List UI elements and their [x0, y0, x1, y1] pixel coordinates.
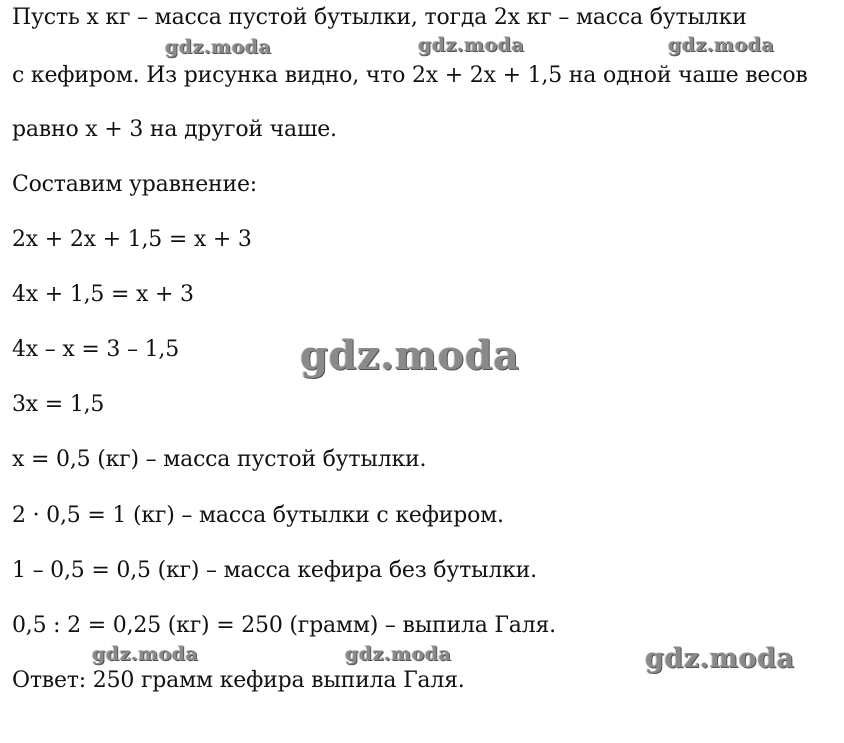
- text-line-4: Составим уравнение:: [12, 172, 258, 197]
- result-line-2: 2 · 0,5 = 1 (кг) – масса бутылки с кефиром.: [12, 503, 504, 528]
- text-line-1: Пусть x кг – масса пустой бутылки, тогда 2x кг – масса бутылки: [12, 5, 747, 30]
- watermark: gdz.moda: [645, 643, 795, 674]
- watermark: gdz.moda: [418, 34, 525, 56]
- watermark: gdz.moda: [92, 643, 199, 665]
- equation-line-4: 3x = 1,5: [12, 392, 105, 417]
- watermark: gdz.moda: [668, 34, 775, 56]
- equation-line-2: 4x + 1,5 = x + 3: [12, 282, 194, 307]
- result-line-1: x = 0,5 (кг) – масса пустой бутылки.: [12, 447, 427, 472]
- result-line-3: 1 – 0,5 = 0,5 (кг) – масса кефира без бутылки.: [12, 558, 537, 583]
- answer-line: Ответ: 250 грамм кефира выпила Галя.: [12, 668, 465, 693]
- equation-line-3: 4x – x = 3 – 1,5: [12, 337, 179, 362]
- watermark: gdz.moda: [345, 643, 452, 665]
- result-line-4: 0,5 : 2 = 0,25 (кг) = 250 (грамм) – выпила Галя.: [12, 613, 556, 638]
- watermark: gdz.moda: [165, 36, 272, 58]
- text-line-3: равно x + 3 на другой чаше.: [12, 117, 337, 142]
- watermark: gdz.moda: [300, 332, 520, 379]
- equation-line-1: 2x + 2x + 1,5 = x + 3: [12, 227, 252, 252]
- text-line-2: с кефиром. Из рисунка видно, что 2x + 2x + 1,5 на одной чаше весов: [12, 63, 808, 88]
